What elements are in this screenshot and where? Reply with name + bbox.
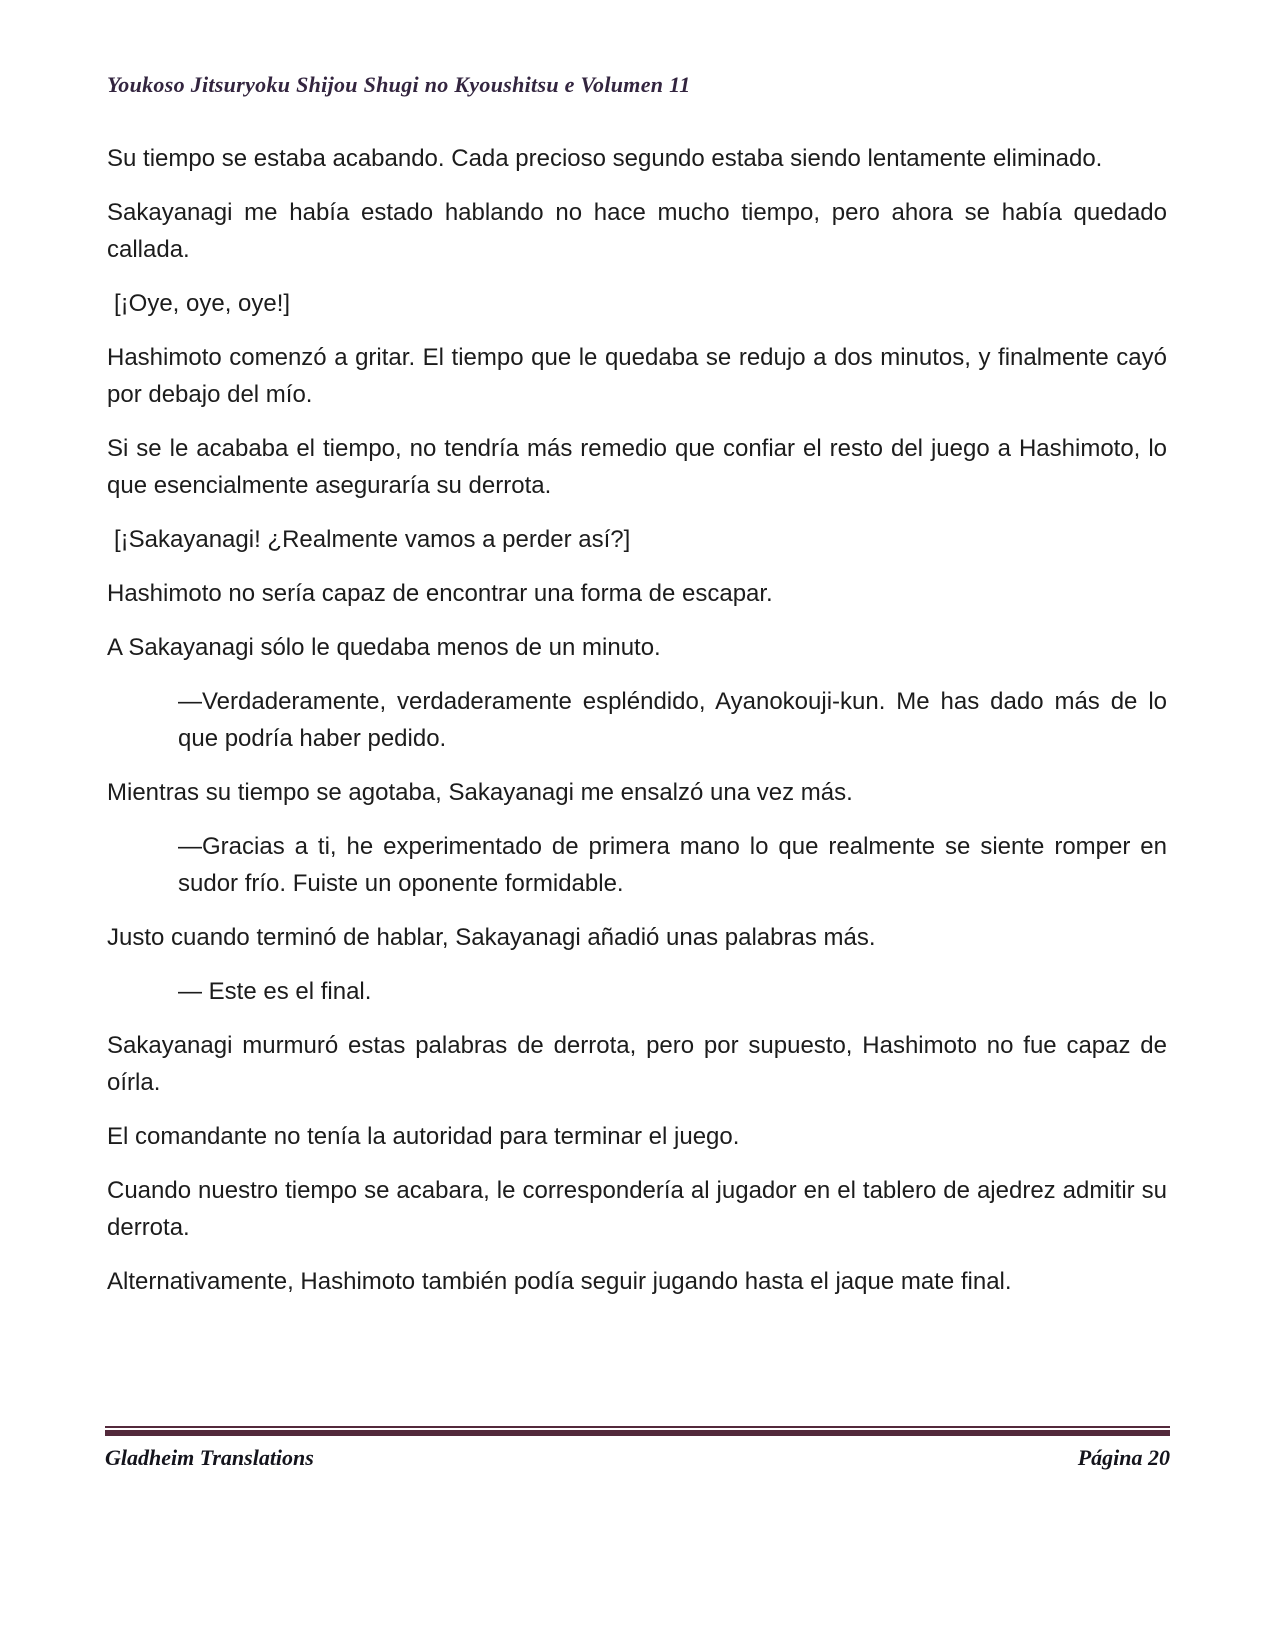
dialogue-paragraph: — Este es el final.: [178, 978, 372, 1005]
dialogue-bracket-paragraph: [¡Oye, oye, oye!]: [114, 290, 291, 317]
dialogue-paragraph: —Verdaderamente, verdaderamente espléndido, Ayanokouji-kun. Me has dado más de lo que podría haber pedido.: [178, 688, 1167, 752]
paragraph: Cuando nuestro tiempo se acabara, le correspondería al jugador en el tablero de ajedrez admitir su derrota.: [107, 1177, 1167, 1241]
footer-rule-thin: [105, 1426, 1170, 1428]
paragraph: Si se le acababa el tiempo, no tendría más remedio que confiar el resto del juego a Hashimoto, lo que esencialmente aseguraría su derrota.: [107, 435, 1167, 499]
paragraph: Justo cuando terminó de hablar, Sakayanagi añadió unas palabras más.: [107, 924, 876, 951]
paragraph: Sakayanagi me había estado hablando no hace mucho tiempo, pero ahora se había quedado callada.: [107, 199, 1167, 263]
document-body: [107, 140, 1167, 1317]
dialogue-paragraph: —Gracias a ti, he experimentado de primera mano lo que realmente se siente romper en sudor frío. Fuiste un oponente formidable.: [178, 833, 1167, 897]
paragraph: Hashimoto no sería capaz de encontrar una forma de escapar.: [107, 580, 773, 607]
footer-rule-thick: [105, 1430, 1170, 1436]
paragraph: Alternativamente, Hashimoto también podía seguir jugando hasta el jaque mate final.: [107, 1268, 1012, 1295]
paragraph: Hashimoto comenzó a gritar. El tiempo que le quedaba se redujo a dos minutos, y finalmente cayó por debajo del mío.: [107, 344, 1167, 408]
paragraph: Su tiempo se estaba acabando. Cada precioso segundo estaba siendo lentamente eliminado.: [107, 145, 1103, 172]
dialogue-bracket-paragraph: [¡Sakayanagi! ¿Realmente vamos a perder así?]: [114, 526, 631, 553]
page-number: Página 20: [1077, 1445, 1170, 1470]
translator-credit: Gladheim Translations: [105, 1445, 314, 1470]
paragraph: Sakayanagi murmuró estas palabras de derrota, pero por supuesto, Hashimoto no fue capaz de oírla.: [107, 1032, 1167, 1096]
page-footer: [105, 1426, 1170, 1471]
paragraph: Mientras su tiempo se agotaba, Sakayanagi me ensalzó una vez más.: [107, 779, 853, 806]
document-title: Youkoso Jitsuryoku Shijou Shugi no Kyoushitsu e Volumen 11: [107, 72, 691, 97]
paragraph: A Sakayanagi sólo le quedaba menos de un minuto.: [107, 634, 661, 661]
paragraph: El comandante no tenía la autoridad para terminar el juego.: [107, 1123, 740, 1150]
page-header: [107, 72, 1168, 98]
